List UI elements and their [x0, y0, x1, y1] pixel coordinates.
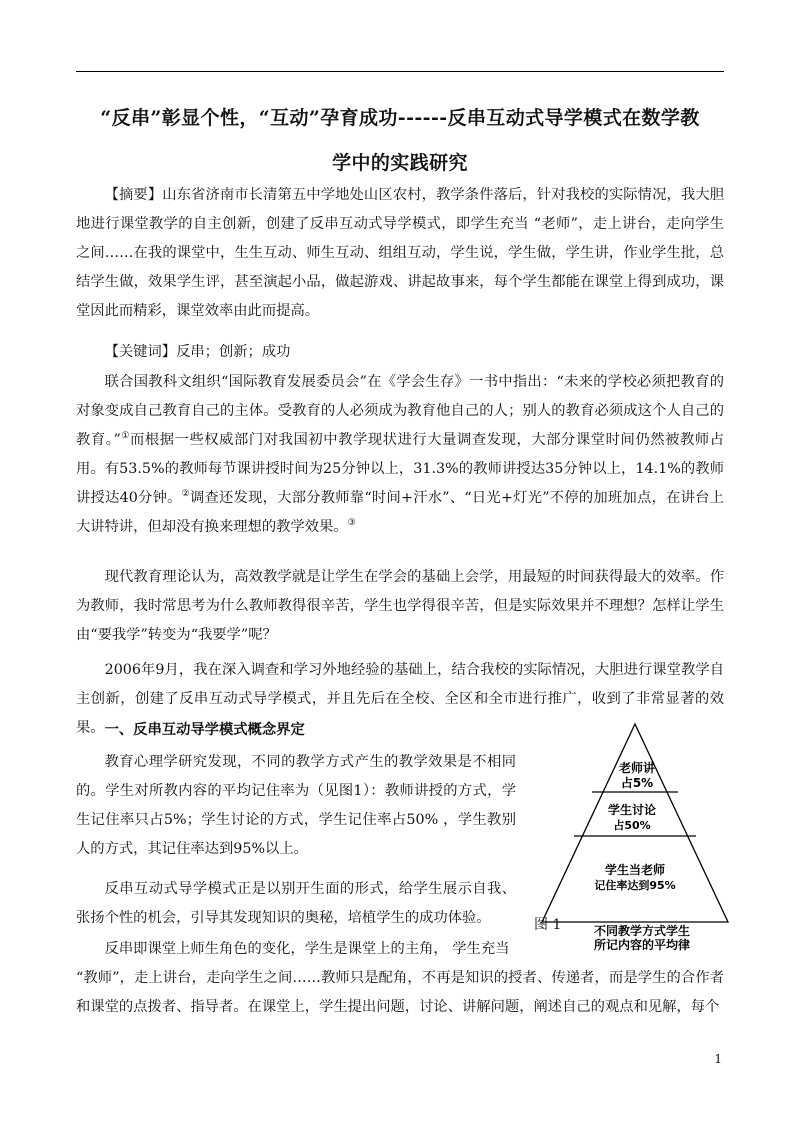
keywords-paragraph [76, 338, 724, 367]
footnote-ref-3: ③ [347, 518, 356, 529]
title-line-2: 学中的实践研究 [332, 152, 468, 174]
body-paragraph-2: 现代教育理论认为，高效教学就是让学生在学会的基础上会学，用最短的时间获得最大的效率。作为教师，我时常思考为什么教师教得很辛苦，学生也学得很辛苦，但是实际效果并不理想？怎样让学生由“要我学”转变为“我要学”呢？ [76, 569, 724, 643]
abstract-label: 【摘要】 [104, 187, 163, 203]
title-line-1: “反串”彰显个性，“互动”孕育成功------反串互动式导学模式在数学教 [100, 107, 700, 129]
header-rule [76, 71, 724, 72]
body-paragraph-6b: “教师”，走上讲台，走向学生之间……教师只是配角，不再是知识的授者、传递者，而是学生的合作者和课堂的点拨者、指导者。在课堂上，学生提出问题，讨论、讲解问题，阐述自己的观点和见解，每个 [76, 970, 724, 1015]
footnote-ref-1: ① [120, 431, 130, 442]
body-paragraph-6a: 反串即课堂上师生角色的变化，学生是课堂上的主角， 学生充当 [104, 941, 510, 957]
keywords-text: 反串；创新；成功 [176, 344, 291, 360]
p1-text-a: 联合国教科文组织“国际教育发展委员会”在《学会生存》一书中指出：“未来的学校必须把教育的对象变成自己教育自己的主体。受教育的人必须成为教育他自己的人；别人的教育必须成这个人自己的教育。” [76, 374, 724, 448]
figure-caption-line-1: 不同教学方式学生 [593, 924, 691, 938]
tier-bottom-line-1: 学生当老师 [604, 863, 666, 877]
tier-top-line-1: 老师讲 [618, 761, 656, 775]
pyramid-figure [530, 722, 740, 962]
tier-middle-line-2: 占50% [613, 819, 651, 832]
body-paragraph-5: 反串互动式导学模式正是以别开生面的形式，给学生展示自我、张扬个性的机会，引导其发现知识的奥秘，培植学生的成功体验。 [76, 881, 516, 926]
section-heading-1: 一、反串互动导学模式概念界定 [104, 722, 305, 738]
tier-bottom-line-2: 记住率达到95% [594, 879, 676, 892]
tier-middle-line-1: 学生讨论 [607, 803, 657, 817]
figure-caption-line-2: 所记内容的平均律 [593, 938, 691, 952]
keywords-label: 【关键词】 [104, 344, 177, 360]
p1-text-b: 而根据一些权威部门对我国初中教学现状进行大量调查发现，大部分课堂时间仍然被教师占用。有53.5%的教师每节课讲授时间为25分钟以上，31.3%的教师讲授达35分钟以上，14.1%的教师讲授达40分钟。 [76, 432, 725, 506]
abstract-text: 山东省济南市长清第五中学地处山区农村，教学条件落后，针对我校的实际情况，我大胆地进行课堂教学的自主创新，创建了反串互动式导学模式，即学生充当 “老师”，走上讲台，走向学生之间……在我的课堂中，生生互动、师生互动、组组互动，学生说，学生做，学生讲，作业学生批，总结学生做，效果学生评，甚至演起小品，做起游戏、讲起故事来，每个学生都能在课堂上得到成功，课堂因此而精彩，课堂效率由此而提高。 [76, 187, 725, 319]
body-paragraph-3: 2006年9月，我在深入调查和学习外地经验的基础上，结合我校的实际情况，大胆进行课堂教学自主创新，创建了反串互动式导学模式，并且先后在全校、全区和全市进行推广，收到了非常显著的效果。 [76, 662, 724, 736]
p1-text-c: 调查还发现，大部分教师靠“时间+汗水”、“日光+灯光”不停的加班加点，在讲台上大讲特讲，但却没有换来理想的教学效果。 [76, 490, 724, 535]
figure-label: 图 1 [534, 917, 562, 933]
page-number: 1 [714, 1052, 722, 1066]
tier-top-line-2: 占5% [620, 776, 654, 790]
abstract-paragraph [76, 181, 724, 326]
body-paragraph-4: 教育心理学研究发现，不同的教学方式产生的教学效果是不相同的。学生对所教内容的平均记住率为（见图1）：教师讲授的方式，学生记住率只占5%；学生讨论的方式，学生记住率占50% ，学生教别人的方式，其记住率达到95%以上。 [76, 754, 516, 857]
body-paragraph-1 [76, 368, 724, 542]
footnote-ref-2: ② [181, 489, 190, 500]
